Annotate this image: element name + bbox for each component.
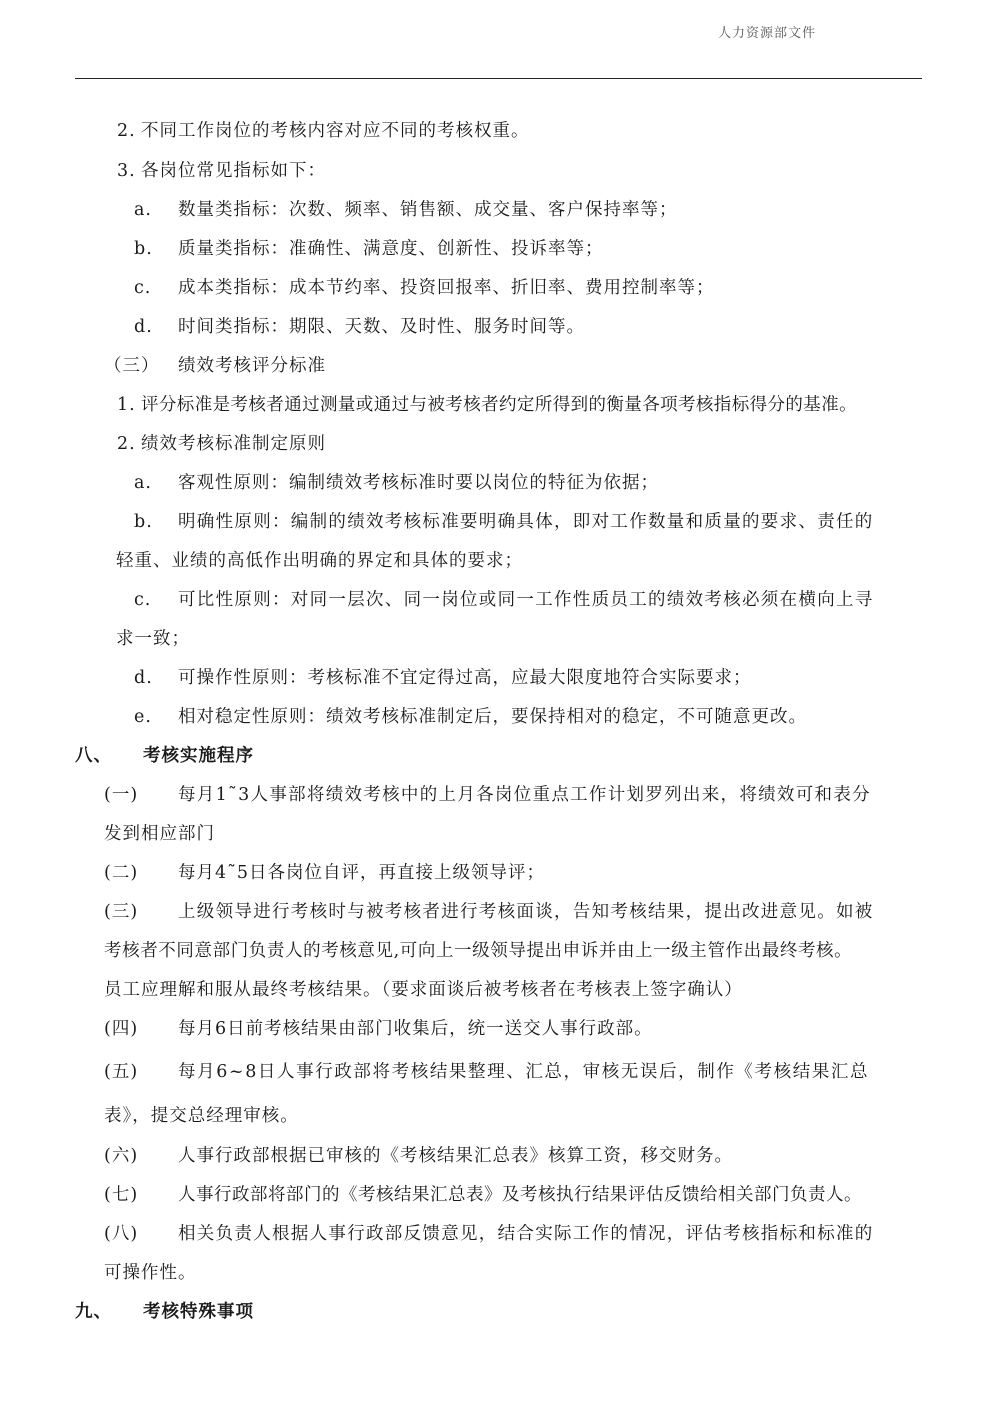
item-text: 成本类指标：成本节约率、投资回报率、折旧率、费用控制率等； bbox=[178, 278, 715, 298]
step-text-continued: 考核者不同意部门负责人的考核意见,可向上一级领导提出申诉并由上一级主管作出最终考核。 bbox=[104, 941, 853, 961]
item-text: 数量类指标：次数、频率、销售额、成交量、客户保持率等； bbox=[178, 200, 678, 220]
step-number: (三) bbox=[104, 902, 139, 922]
step-text: 人事行政部将部门的《考核结果汇总表》及考核执行结果评估反馈给相关部门负责人。 bbox=[178, 1185, 862, 1205]
section-number: 八、 bbox=[75, 746, 112, 766]
item-text: 质量类指标：准确性、满意度、创新性、投诉率等； bbox=[178, 239, 604, 259]
step-text: 每月6日前考核结果由部门收集后，统一送交人事行政部。 bbox=[178, 1019, 653, 1039]
item-text: 可操作性原则：考核标准不宜定得过高，应最大限度地符合实际要求； bbox=[178, 668, 752, 688]
item-letter: b. bbox=[134, 512, 153, 532]
item-letter: d. bbox=[134, 317, 153, 337]
item-letter: d. bbox=[134, 668, 153, 688]
document-header: 人力资源部文件 bbox=[718, 26, 817, 41]
section-title: 考核特殊事项 bbox=[143, 1302, 254, 1322]
item-letter: a. bbox=[134, 473, 152, 493]
item-text: 明确性原则：编制的绩效考核标准要明确具体，即对工作数量和质量的要求、责任的 bbox=[178, 512, 874, 532]
step-number: (五) bbox=[104, 1062, 139, 1082]
step-text-continued: 发到相应部门 bbox=[104, 824, 215, 844]
item-number: 2. bbox=[117, 434, 136, 454]
step-text: 上级领导进行考核时与被考核者进行考核面谈，告知考核结果，提出改进意见。如被 bbox=[178, 902, 874, 922]
section-number: 九、 bbox=[75, 1302, 112, 1322]
step-number: (二) bbox=[104, 863, 139, 883]
subsection-number: （三） bbox=[104, 356, 160, 376]
item-text-continued: 轻重、业绩的高低作出明确的界定和具体的要求； bbox=[116, 551, 523, 571]
item-number: 2. bbox=[117, 121, 136, 141]
item-letter: c. bbox=[134, 278, 152, 298]
item-text: 绩效考核标准制定原则 bbox=[141, 434, 326, 454]
item-letter: e. bbox=[134, 707, 152, 727]
step-number: (七) bbox=[104, 1185, 139, 1205]
step-text: 每月6~8日人事行政部将考核结果整理、汇总，审核无误后，制作《考核结果汇总 bbox=[178, 1062, 870, 1082]
item-text: 可比性原则：对同一层次、同一岗位或同一工作性质员工的绩效考核必须在横向上寻 bbox=[178, 590, 874, 610]
item-letter: b. bbox=[134, 239, 153, 259]
step-text: 每月1˜3人事部将绩效考核中的上月各岗位重点工作计划罗列出来，将绩效可和表分 bbox=[178, 785, 871, 805]
item-letter: c. bbox=[134, 590, 152, 610]
item-text: 不同工作岗位的考核内容对应不同的考核权重。 bbox=[141, 121, 530, 141]
step-number: (八) bbox=[104, 1224, 139, 1244]
step-number: (一) bbox=[104, 785, 139, 805]
item-text: 相对稳定性原则：绩效考核标准制定后，要保持相对的稳定，不可随意更改。 bbox=[178, 707, 807, 727]
step-text-continued: 可操作性。 bbox=[104, 1263, 197, 1283]
step-text: 每月4˜5日各岗位自评，再直接上级领导评； bbox=[178, 863, 546, 883]
step-text: 相关负责人根据人事行政部反馈意见，结合实际工作的情况，评估考核指标和标准的 bbox=[178, 1224, 874, 1244]
step-text-continued: 表》，提交总经理审核。 bbox=[104, 1106, 299, 1126]
header-divider bbox=[75, 78, 922, 79]
step-number: (六) bbox=[104, 1146, 139, 1166]
subsection-title: 绩效考核评分标准 bbox=[178, 356, 326, 376]
item-letter: a. bbox=[134, 200, 152, 220]
step-text-continued: 员工应理解和服从最终考核结果。（要求面谈后被考核者在考核表上签字确认） bbox=[104, 980, 743, 1000]
step-text: 人事行政部根据已审核的《考核结果汇总表》核算工资，移交财务。 bbox=[178, 1146, 733, 1166]
item-text: 评分标准是考核者通过测量或通过与被考核者约定所得到的衡量各项考核指标得分的基准。 bbox=[141, 395, 857, 415]
item-text: 时间类指标：期限、天数、及时性、服务时间等。 bbox=[178, 317, 585, 337]
item-number: 1. bbox=[117, 395, 136, 415]
step-number: (四) bbox=[104, 1019, 139, 1039]
item-number: 3. bbox=[117, 161, 136, 181]
item-text: 各岗位常见指标如下： bbox=[141, 161, 326, 181]
item-text-continued: 求一致； bbox=[116, 629, 190, 649]
section-title: 考核实施程序 bbox=[143, 746, 254, 766]
item-text: 客观性原则：编制绩效考核标准时要以岗位的特征为依据； bbox=[178, 473, 659, 493]
